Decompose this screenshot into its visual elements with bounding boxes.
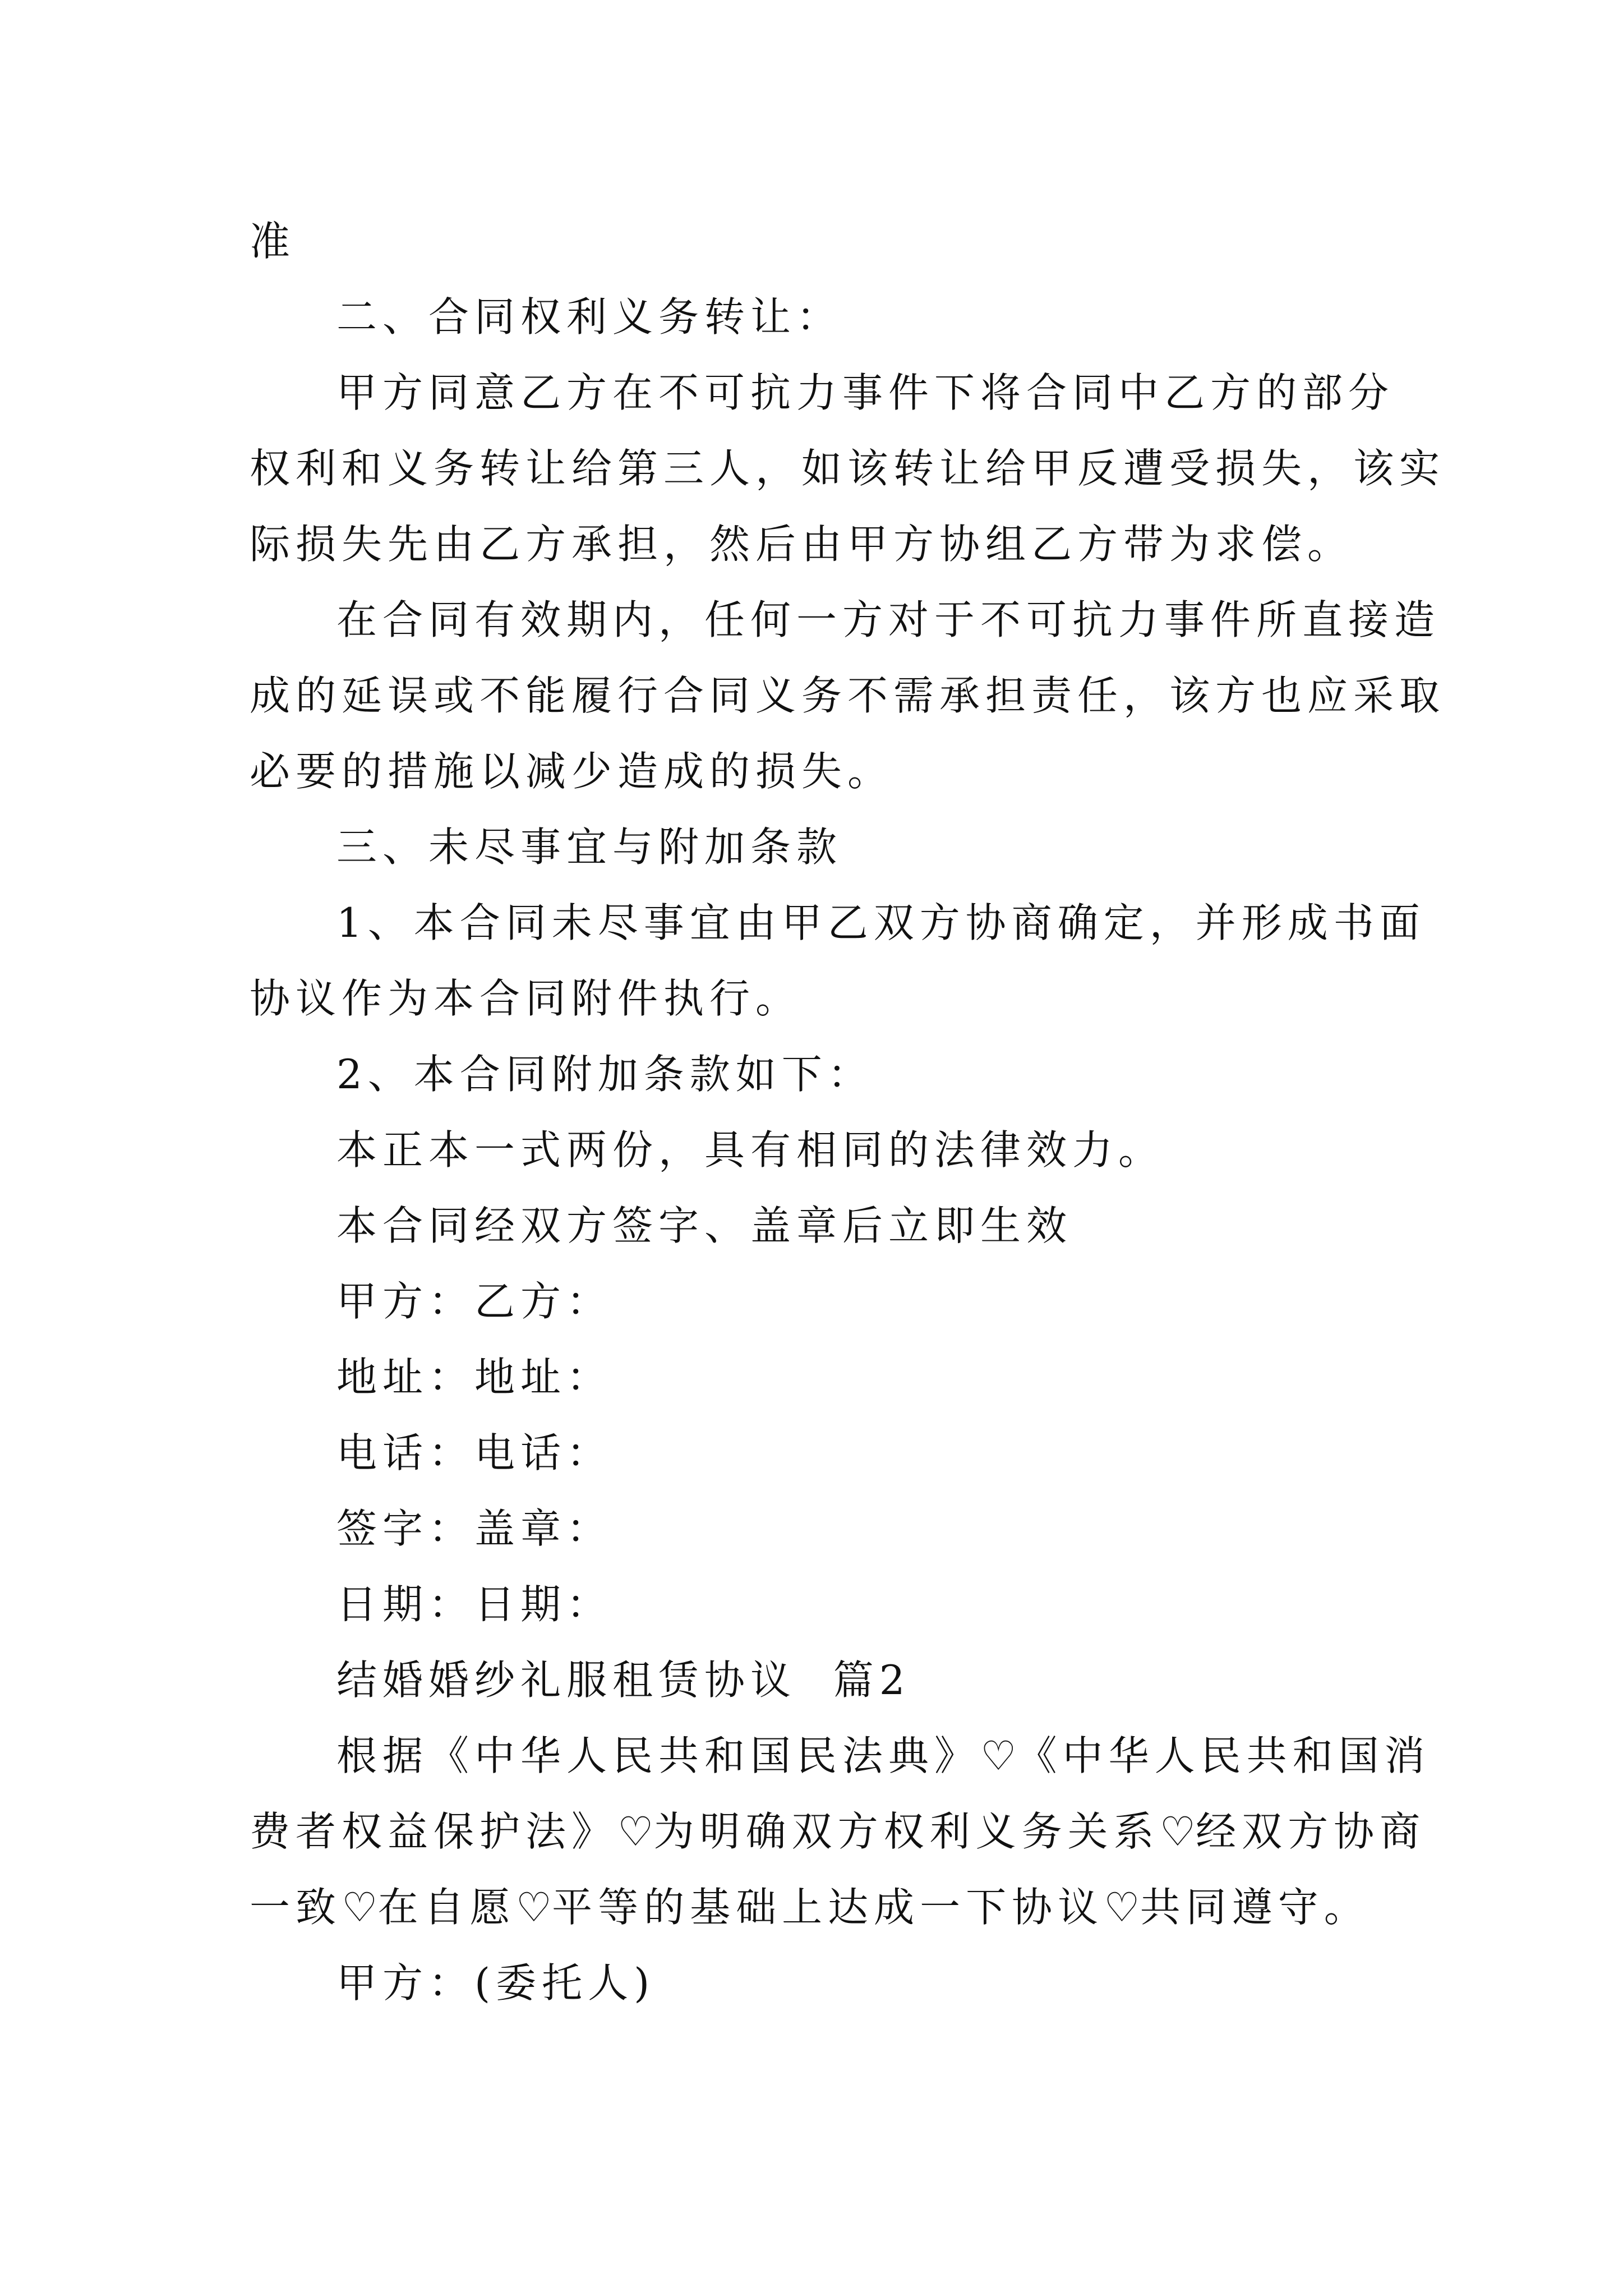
text-line: 协议作为本合同附件执行。: [250, 975, 802, 1022]
text-line: 2、本合同附加条款如下：: [336, 1051, 874, 1098]
text-fragment: 平等的基础上达成一下协议: [552, 1884, 1104, 1931]
text-line: 本正本一式两份，具有相同的法律效力。: [336, 1126, 1165, 1174]
text-line: [250, 1798, 1426, 1865]
text-fragment: 经双方协商: [1196, 1808, 1426, 1855]
text-line: [336, 1722, 1431, 1789]
text-line: 权利和义务转让给第三人，如该转让给甲反遭受损失，该实: [250, 445, 1446, 492]
text-fragment: 在自愿: [377, 1884, 516, 1931]
heart-icon: ♡: [617, 1808, 654, 1855]
signature-field-party: 甲方：乙方：: [336, 1278, 613, 1325]
text-line: 本合同经双方签字、盖章后立即生效: [336, 1202, 1073, 1249]
heart-icon: ♡: [342, 1884, 378, 1931]
text-line: 必要的措施以减少造成的损失。: [250, 748, 894, 795]
text-fragment: 为明确双方权利义务关系: [653, 1808, 1160, 1855]
text-line: 甲方：(委托人): [336, 1959, 656, 2007]
text-line: 成的延误或不能履行合同义务不需承担责任，该方也应采取: [250, 672, 1446, 719]
signature-field-sign: 签字：盖章：: [336, 1505, 613, 1552]
signature-field-address: 地址：地址：: [336, 1354, 613, 1401]
heart-icon: ♡: [980, 1732, 1017, 1779]
text-line: 准: [250, 218, 296, 265]
text-fragment: 根据《中华人民共和国民法典》: [336, 1732, 981, 1779]
heart-icon: ♡: [1159, 1808, 1196, 1855]
text-line: 际损失先由乙方承担，然后由甲方协组乙方带为求偿。: [250, 521, 1354, 568]
signature-field-date: 日期：日期：: [336, 1581, 613, 1628]
text-line: 1、本合同未尽事宜由甲乙双方协商确定，并形成书面: [336, 899, 1426, 946]
text-fragment: 一致: [250, 1884, 342, 1931]
text-fragment: 共同遵守。: [1140, 1884, 1370, 1931]
document-title: 结婚婚纱礼服租赁协议 篇2: [336, 1657, 911, 1704]
heart-icon: ♡: [515, 1884, 552, 1931]
text-fragment: 费者权益保护法》: [250, 1808, 618, 1855]
text-line: [250, 1874, 1370, 1941]
text-line: 在合同有效期内，任何一方对于不可抗力事件所直接造: [336, 596, 1441, 643]
section-heading: 三、未尽事宜与附加条款: [336, 823, 843, 871]
section-heading: 二、合同权利义务转让：: [336, 293, 843, 341]
heart-icon: ♡: [1104, 1884, 1140, 1931]
signature-field-phone: 电话：电话：: [336, 1429, 613, 1476]
text-fragment: 《中华人民共和国消: [1016, 1732, 1431, 1779]
text-line: 甲方同意乙方在不可抗力事件下将合同中乙方的部分: [336, 369, 1395, 416]
